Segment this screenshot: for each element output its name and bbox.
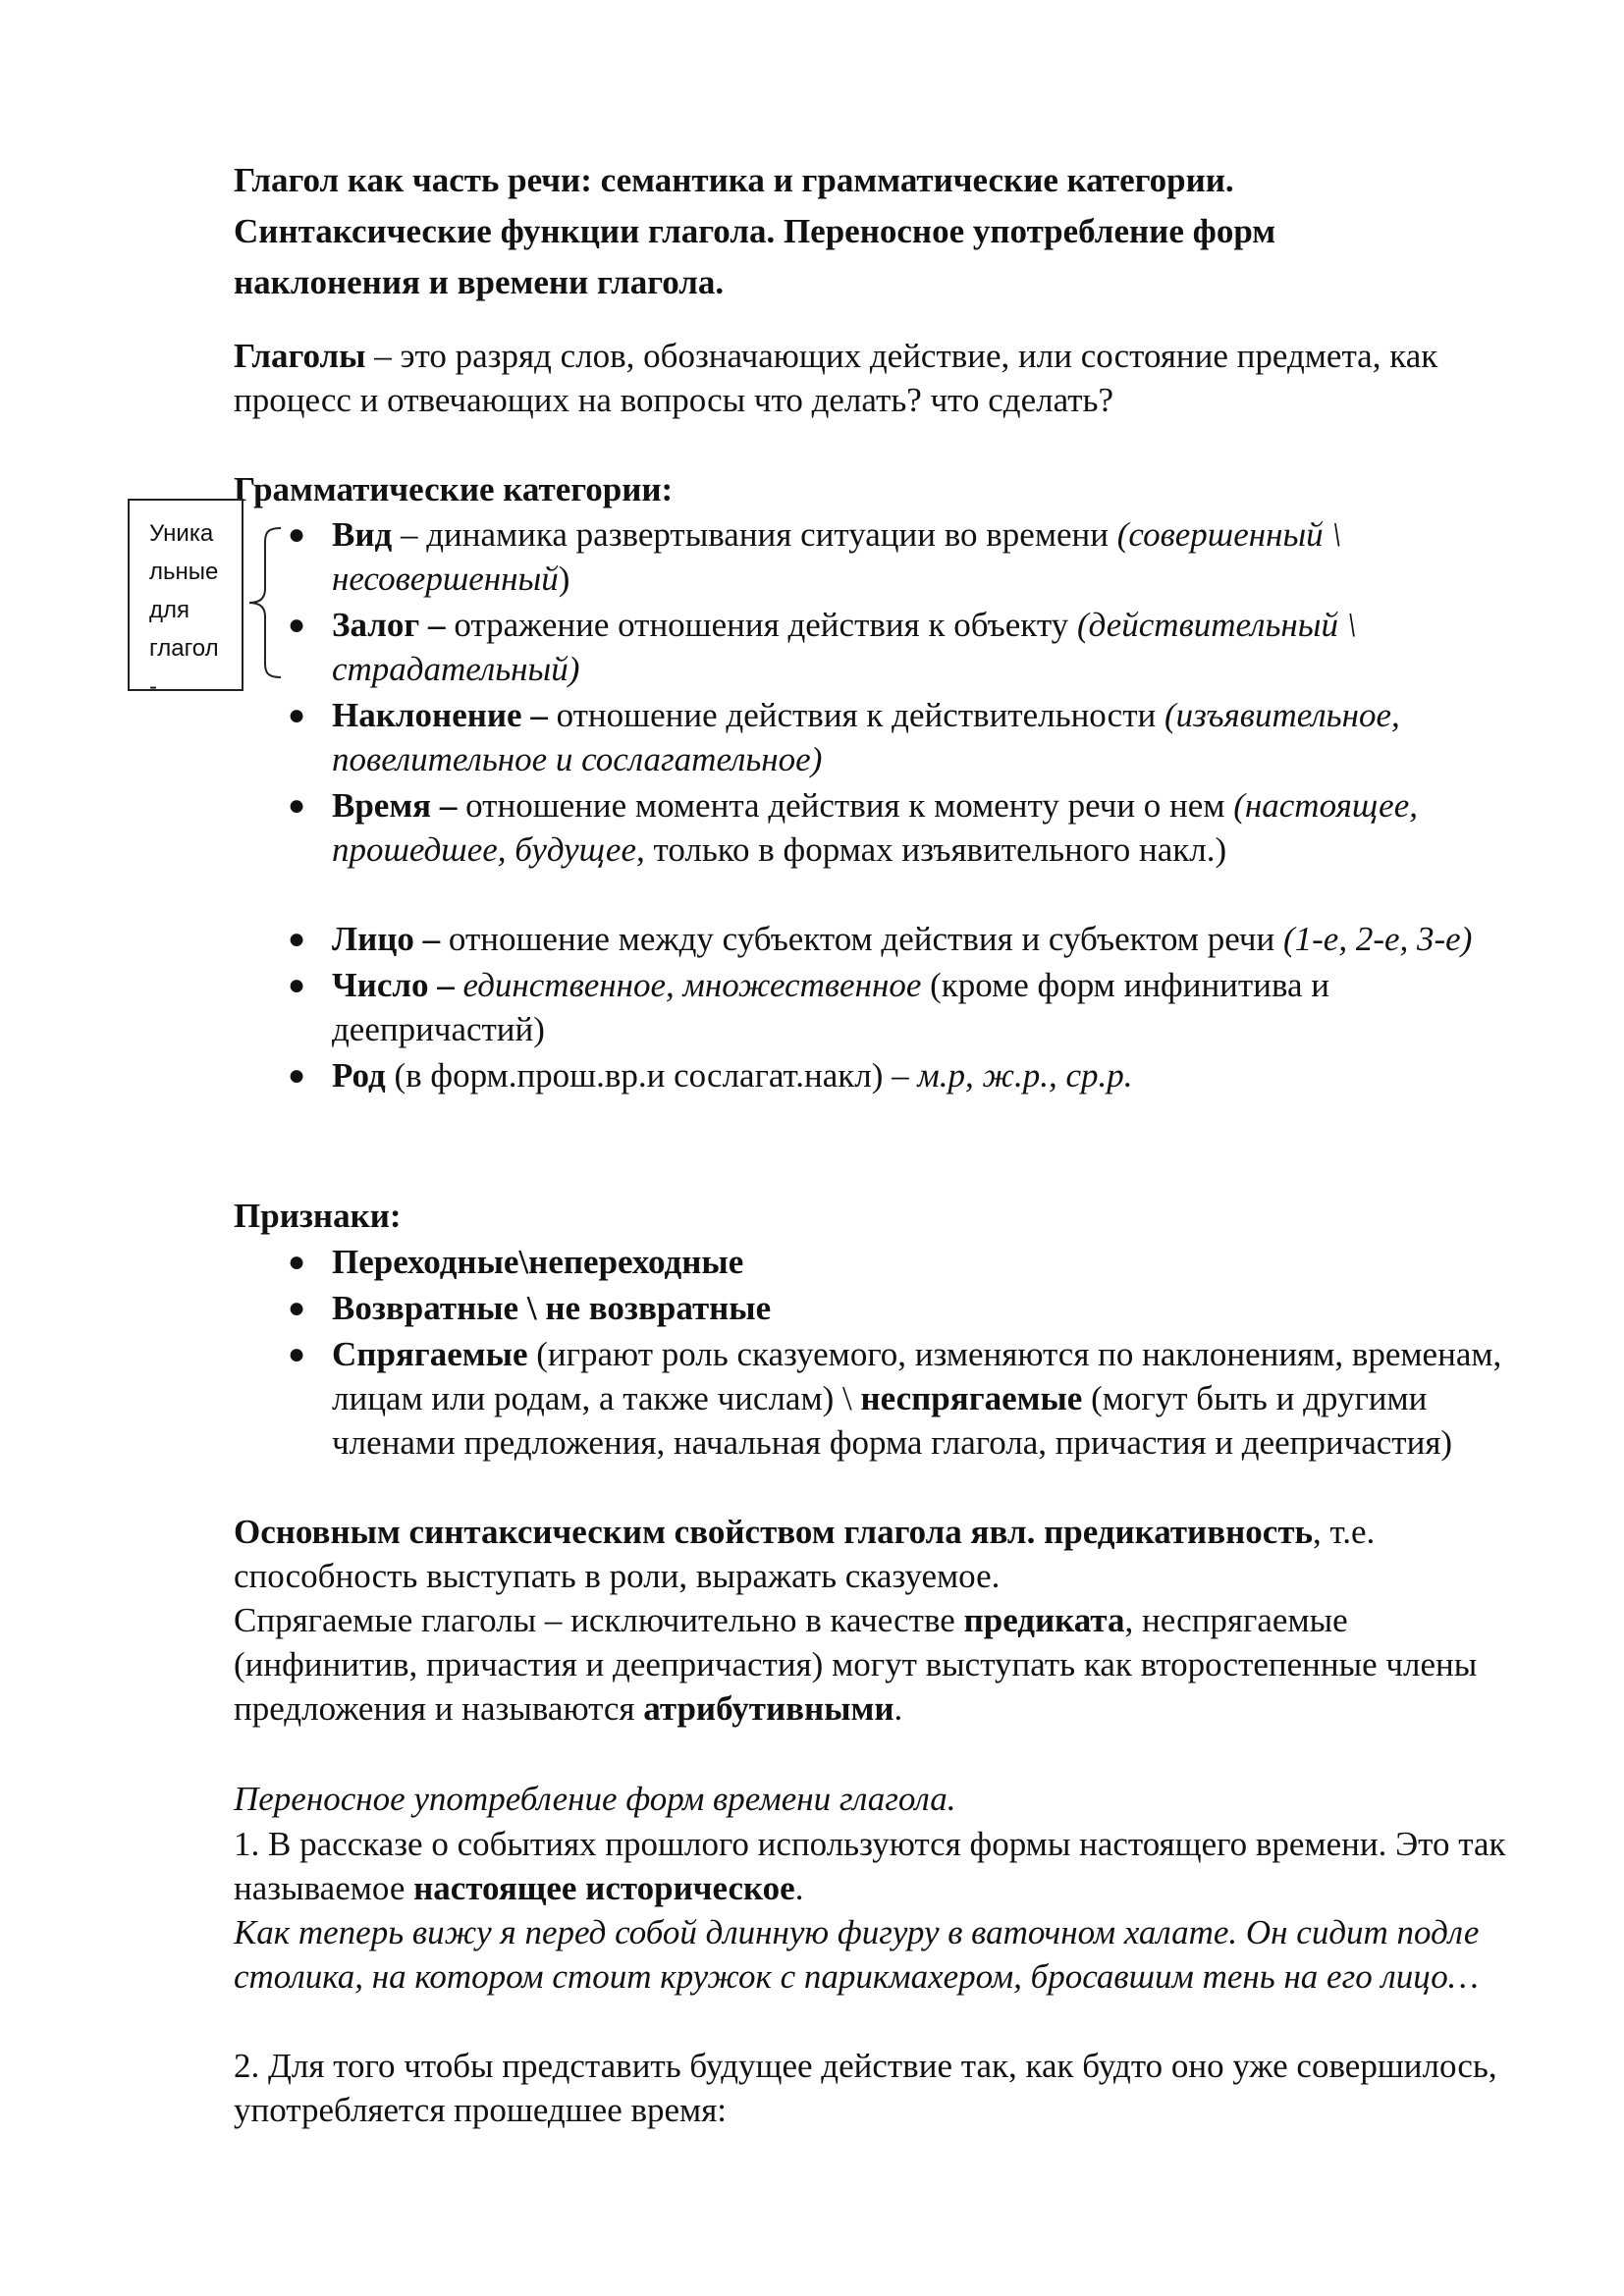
bullet-icon: ● [288,518,306,551]
list-item: ● Род (в форм.прош.вр.и сослагат.накл) – м.р, ж.р., ср.р. [234,1053,1540,1097]
signs-list [234,1240,1540,1467]
list-item: ● Время – отношение момента действия к моменту речи о нем (настоящее, прошедшее, будущее, только в формах изъявительного накл.) [234,783,1540,872]
title-line: наклонения и времени глагола. [234,263,725,301]
list-item: ● Вид – динамика развертывания ситуации во времени (совершенный \ несовершенный) [234,512,1540,601]
bullet-icon: ● [288,1246,306,1278]
bullet-icon: ● [288,1292,306,1324]
document-title [234,155,1510,308]
list-item: ● Число – единственное, множественное (кроме форм инфинитива и деепричастий) [234,963,1540,1051]
side-note-line: глагол [149,635,219,662]
list-item: ● Возвратные \ не возвратные [234,1286,1540,1330]
bullet-icon: ● [288,789,306,822]
bullet-icon: ● [288,699,306,731]
bullet-icon: ● [288,969,306,1001]
side-note-line: льные [149,559,219,585]
bullet-icon: ● [288,609,306,641]
definition-paragraph [234,334,1530,422]
side-note-line: Уника [149,520,214,547]
grammar-categories-list [234,512,1540,1099]
definition-term: Глаголы [234,337,366,375]
list-item: ● Наклонение – отношение действия к действительности (изъявительное, повелительное и сослагательное) [234,693,1540,781]
side-note-line: - [149,673,157,691]
side-note-box [128,499,244,691]
list-item: ● Лицо – отношение между субъектом действия и субъектом речи (1-е, 2-е, 3-е) [234,917,1540,961]
syntax-paragraph: Основным синтаксическим свойством глагола явл. предикативность, т.е. способность выступать в роли, выражать сказуемое. [234,1513,1376,1595]
bullet-icon: ● [288,923,306,955]
figurative-example: Как теперь вижу я перед собой длинную фигуру в ваточном халате. Он сидит подле столика, на котором стоит кружок с парикмахером, бросавшим тень на его лицо… [234,1913,1480,1996]
figurative-heading: Переносное употребление форм времени глагола. [234,1780,956,1818]
list-item: ● Залог – отражение отношения действия к объекту (действительный \ страдательный) [234,603,1540,691]
signs-heading: Признаки: [234,1197,402,1235]
list-item: ● Спрягаемые (играют роль сказуемого, изменяются по наклонениям, временам, лицам или родам, а также числам) \ неспрягаемые (могут быть и другими членами предложения, начальная форма глагола, причастия и деепричастия) [234,1332,1540,1465]
definition-text: – это разряд слов, обозначающих действие, или состояние предмета, как процесс и отвечающих на вопросы что делать? что сделать? [234,337,1438,419]
side-note-line: для [149,597,190,623]
title-line: Синтаксические функции глагола. Переносное употребление форм [234,212,1276,250]
bullet-icon: ● [288,1059,306,1092]
figurative-point-1: 1. В рассказе о событиях прошлого используются формы настоящего времени. Это так называемое настоящее историческое. [234,1825,1506,1907]
bullet-icon: ● [288,1338,306,1370]
figurative-point-2: 2. Для того чтобы представить будущее действие так, как будто оно уже совершилось, употребляется прошедшее время: [234,2047,1497,2129]
grammar-categories-heading: Грамматические категории: [234,470,674,508]
syntax-paragraph-2: Спрягаемые глаголы – исключительно в качестве предиката, неспрягаемые (инфинитив, причастия и деепричастия) могут выступать как второстепенные члены предложения и называются атрибутивными. [234,1601,1478,1728]
title-line: Глагол как часть речи: семантика и грамматические категории. [234,161,1234,199]
list-item: ● Переходные\непереходные [234,1240,1540,1284]
